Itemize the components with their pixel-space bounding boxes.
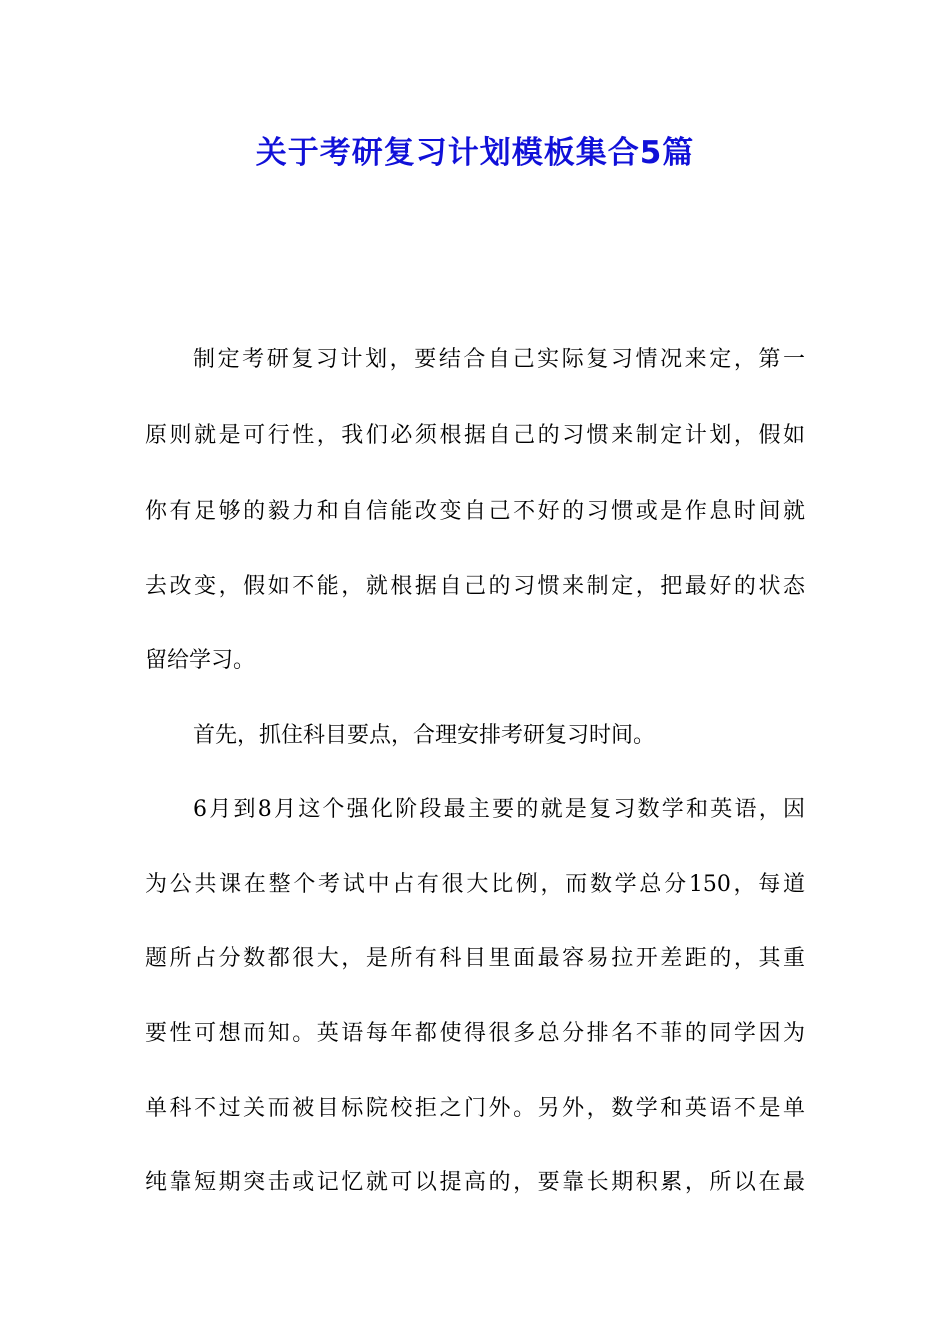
paragraph-2-line-1: 首先，抓住科目要点，合理安排考研复习时间。 <box>193 723 656 748</box>
document-title: 关于考研复习计划模板集合5篇 <box>255 135 695 171</box>
paragraph-3-line-6: 纯靠短期突击或记忆就可以提高的，要靠长期积累，所以在最 <box>145 1170 805 1195</box>
paragraph-3-line-2: 为公共课在整个考试中占有很大比例，而数学总分150，每道 <box>145 872 805 897</box>
paragraph-3-line-3: 题所占分数都很大，是所有科目里面最容易拉开差距的，其重 <box>145 946 805 971</box>
paragraph-1-line-5: 留给学习。 <box>145 648 256 673</box>
paragraph-1-line-4: 去改变，假如不能，就根据自己的习惯来制定，把最好的状态 <box>145 574 805 599</box>
paragraph-3-line-5: 单科不过关而被目标院校拒之门外。另外，数学和英语不是单 <box>145 1096 805 1121</box>
paragraph-1-line-2: 原则就是可行性，我们必须根据自己的习惯来制定计划，假如 <box>145 423 805 448</box>
paragraph-3-line-1: 6月到8月这个强化阶段最主要的就是复习数学和英语，因 <box>193 797 805 822</box>
paragraph-3-line-4: 要性可想而知。英语每年都使得很多总分排名不菲的同学因为 <box>145 1021 805 1046</box>
paragraph-1-line-3: 你有足够的毅力和自信能改变自己不好的习惯或是作息时间就 <box>145 499 805 524</box>
paragraph-1-line-1: 制定考研复习计划，要结合自己实际复习情况来定，第一 <box>193 347 805 372</box>
